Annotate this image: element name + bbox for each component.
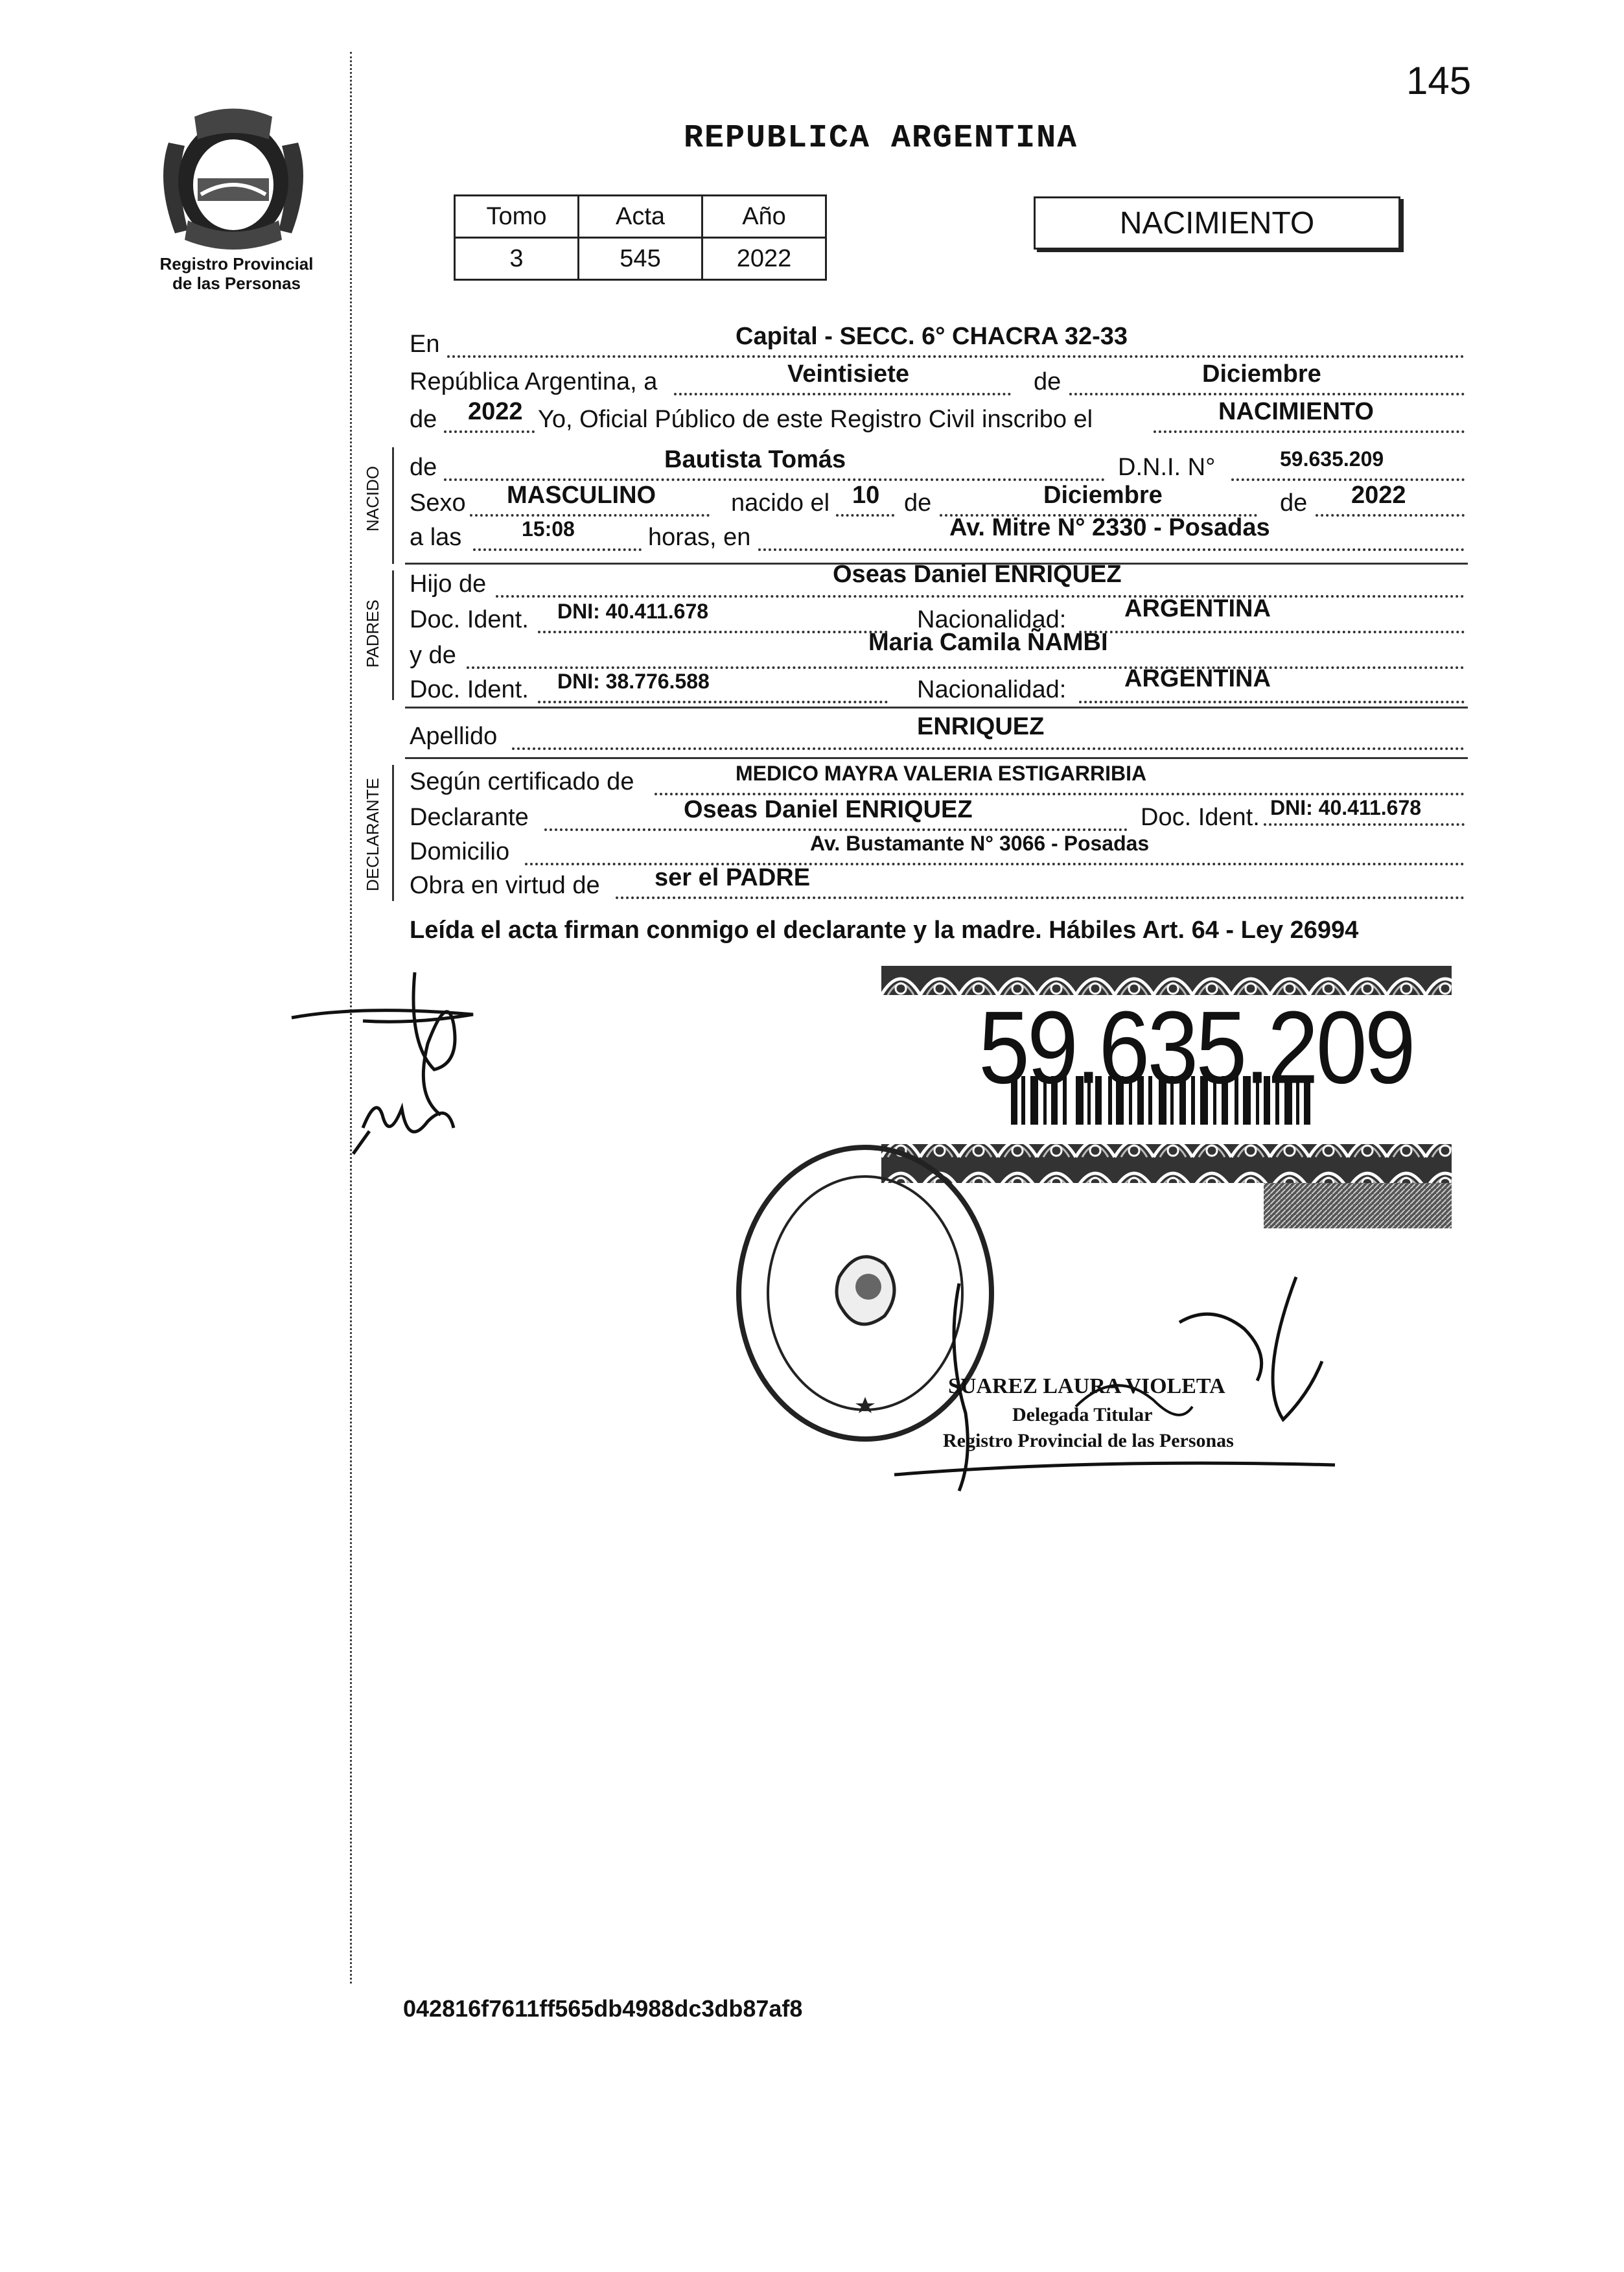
oficial-text: Yo, Oficial Público de este Registro Civil inscribo el: [538, 406, 1093, 433]
padre-value: Oseas Daniel ENRIQUEZ: [833, 561, 1122, 588]
horas-en-label: horas, en: [648, 524, 751, 551]
closing-note: Leída el acta firman conmigo el declarante y la madre. Hábiles Art. 64 - Ley 26994: [410, 917, 1359, 944]
birth-day-value: 10: [852, 482, 880, 509]
yde-label: y de: [410, 642, 456, 669]
alas-label: a las: [410, 524, 462, 551]
hijo-label: Hijo de: [410, 570, 487, 598]
domicilio-label: Domicilio: [410, 838, 510, 865]
tomo-value: 3: [455, 238, 579, 280]
registry-caption: [143, 254, 331, 293]
acta-value: 545: [579, 238, 702, 280]
dotted-line: [444, 478, 1105, 481]
day-value: Veintisiete: [787, 360, 909, 388]
section-divider: [405, 757, 1468, 759]
anio-header: Año: [702, 196, 826, 238]
dotted-line: [473, 548, 642, 551]
dotted-line: [496, 595, 1465, 598]
anio-value: 2022: [702, 238, 826, 280]
madre-value: Maria Camila ÑAMBI: [868, 629, 1108, 656]
dotted-line: [1079, 631, 1465, 633]
dotted-line: [674, 393, 1011, 395]
dotted-line: [1264, 823, 1465, 826]
padre-nacionalidad-value: ARGENTINA: [1124, 595, 1271, 622]
misiones-emblem-icon: [149, 104, 318, 253]
dotted-line: [470, 514, 710, 517]
signatory-org: Registro Provincial de las Personas: [943, 1430, 1234, 1451]
section-bracket: [392, 765, 394, 901]
tomo-header: Tomo: [455, 196, 579, 238]
section-bracket: [392, 447, 394, 564]
hora-value: 15:08: [522, 517, 575, 541]
acta-table: [454, 194, 827, 281]
signatory-role: Delegada Titular: [1012, 1404, 1153, 1425]
dotted-line: [1154, 430, 1465, 433]
month-value: Diciembre: [1202, 360, 1321, 388]
acta-header: Acta: [579, 196, 702, 238]
declarante-value: Oseas Daniel ENRIQUEZ: [684, 796, 973, 823]
dotted-line: [616, 896, 1465, 899]
domicilio-value: Av. Bustamante N° 3066 - Posadas: [810, 832, 1150, 855]
republica-label: República Argentina, a: [410, 368, 658, 395]
document-type-box: NACIMIENTO: [1034, 196, 1400, 250]
document-title: REPUBLICA ARGENTINA: [684, 120, 1078, 157]
section-divider: [405, 707, 1468, 709]
dni-value: 59.635.209: [1280, 447, 1384, 471]
lugar-value: Av. Mitre N° 2330 - Posadas: [949, 514, 1270, 541]
nombre-value: Bautista Tomás: [664, 446, 846, 473]
dotted-line: [538, 631, 888, 633]
dni-label: D.N.I. N°: [1118, 454, 1216, 481]
nacionalidad-label: Nacionalidad:: [917, 606, 1067, 633]
de-label: de: [1034, 368, 1061, 395]
en-label: En: [410, 331, 440, 358]
dotted-line: [836, 514, 894, 517]
certificado-value: MEDICO MAYRA VALERIA ESTIGARRIBIA: [736, 762, 1147, 785]
declarante-section-label: DECLARANTE: [363, 778, 382, 891]
section-bracket: [392, 570, 394, 700]
sticker-number: 59.635.209: [979, 990, 1413, 1106]
birth-year-value: 2022: [1351, 482, 1406, 509]
nacido-el-label: nacido el: [731, 489, 830, 517]
dotted-line: [467, 666, 1465, 669]
doc-label: Doc. Ident.: [410, 606, 529, 633]
dotted-line: [512, 747, 1465, 750]
document-hash: 042816f7611ff565db4988dc3db87af8: [403, 1995, 803, 2022]
page-number: 145: [1406, 59, 1472, 102]
dotted-line: [1069, 393, 1465, 395]
nacido-section-label: NACIDO: [363, 465, 382, 532]
year-value: 2022: [468, 398, 523, 425]
dotted-line: [1316, 514, 1465, 517]
doc-label: Doc. Ident.: [410, 676, 529, 703]
dotted-line: [544, 828, 1128, 831]
sexo-value: MASCULINO: [507, 482, 656, 509]
doc-label: Doc. Ident.: [1141, 804, 1260, 831]
apellido-value: ENRIQUEZ: [917, 713, 1045, 740]
caption-line-2: de las Personas: [172, 274, 301, 293]
birth-month-value: Diciembre: [1043, 482, 1163, 509]
de4-label: de: [1280, 489, 1308, 517]
dotted-line: [758, 548, 1465, 551]
madre-doc-value: DNI: 38.776.588: [557, 670, 710, 693]
de3-label: de: [904, 489, 932, 517]
signatory-name: SUAREZ LAURA VIOLETA: [948, 1374, 1225, 1398]
obra-value: ser el PADRE: [655, 864, 811, 891]
sexo-label: Sexo: [410, 489, 466, 517]
caption-line-1: Registro Provincial: [159, 254, 314, 274]
dotted-line: [444, 430, 535, 433]
dotted-line: [655, 793, 1465, 795]
padres-section-label: PADRES: [363, 600, 382, 668]
dotted-line: [1079, 701, 1465, 703]
dotted-line: [538, 701, 888, 703]
nombre-label: de: [410, 454, 437, 481]
de2-label: de: [410, 406, 437, 433]
declarant-signature-icon: [285, 966, 499, 1167]
madre-nacionalidad-value: ARGENTINA: [1124, 665, 1271, 692]
dotted-line: [447, 355, 1465, 358]
declarante-doc-value: DNI: 40.411.678: [1270, 796, 1422, 819]
padre-doc-value: DNI: 40.411.678: [557, 600, 709, 623]
dotted-line: [1231, 478, 1465, 481]
nacionalidad-label: Nacionalidad:: [917, 676, 1067, 703]
obra-label: Obra en virtud de: [410, 872, 600, 899]
place-value: Capital - SECC. 6° CHACRA 32-33: [736, 323, 1128, 350]
declarante-label: Declarante: [410, 804, 529, 831]
certificado-label: Según certificado de: [410, 768, 634, 795]
apellido-label: Apellido: [410, 723, 498, 750]
inscribo-value: NACIMIENTO: [1218, 398, 1374, 425]
